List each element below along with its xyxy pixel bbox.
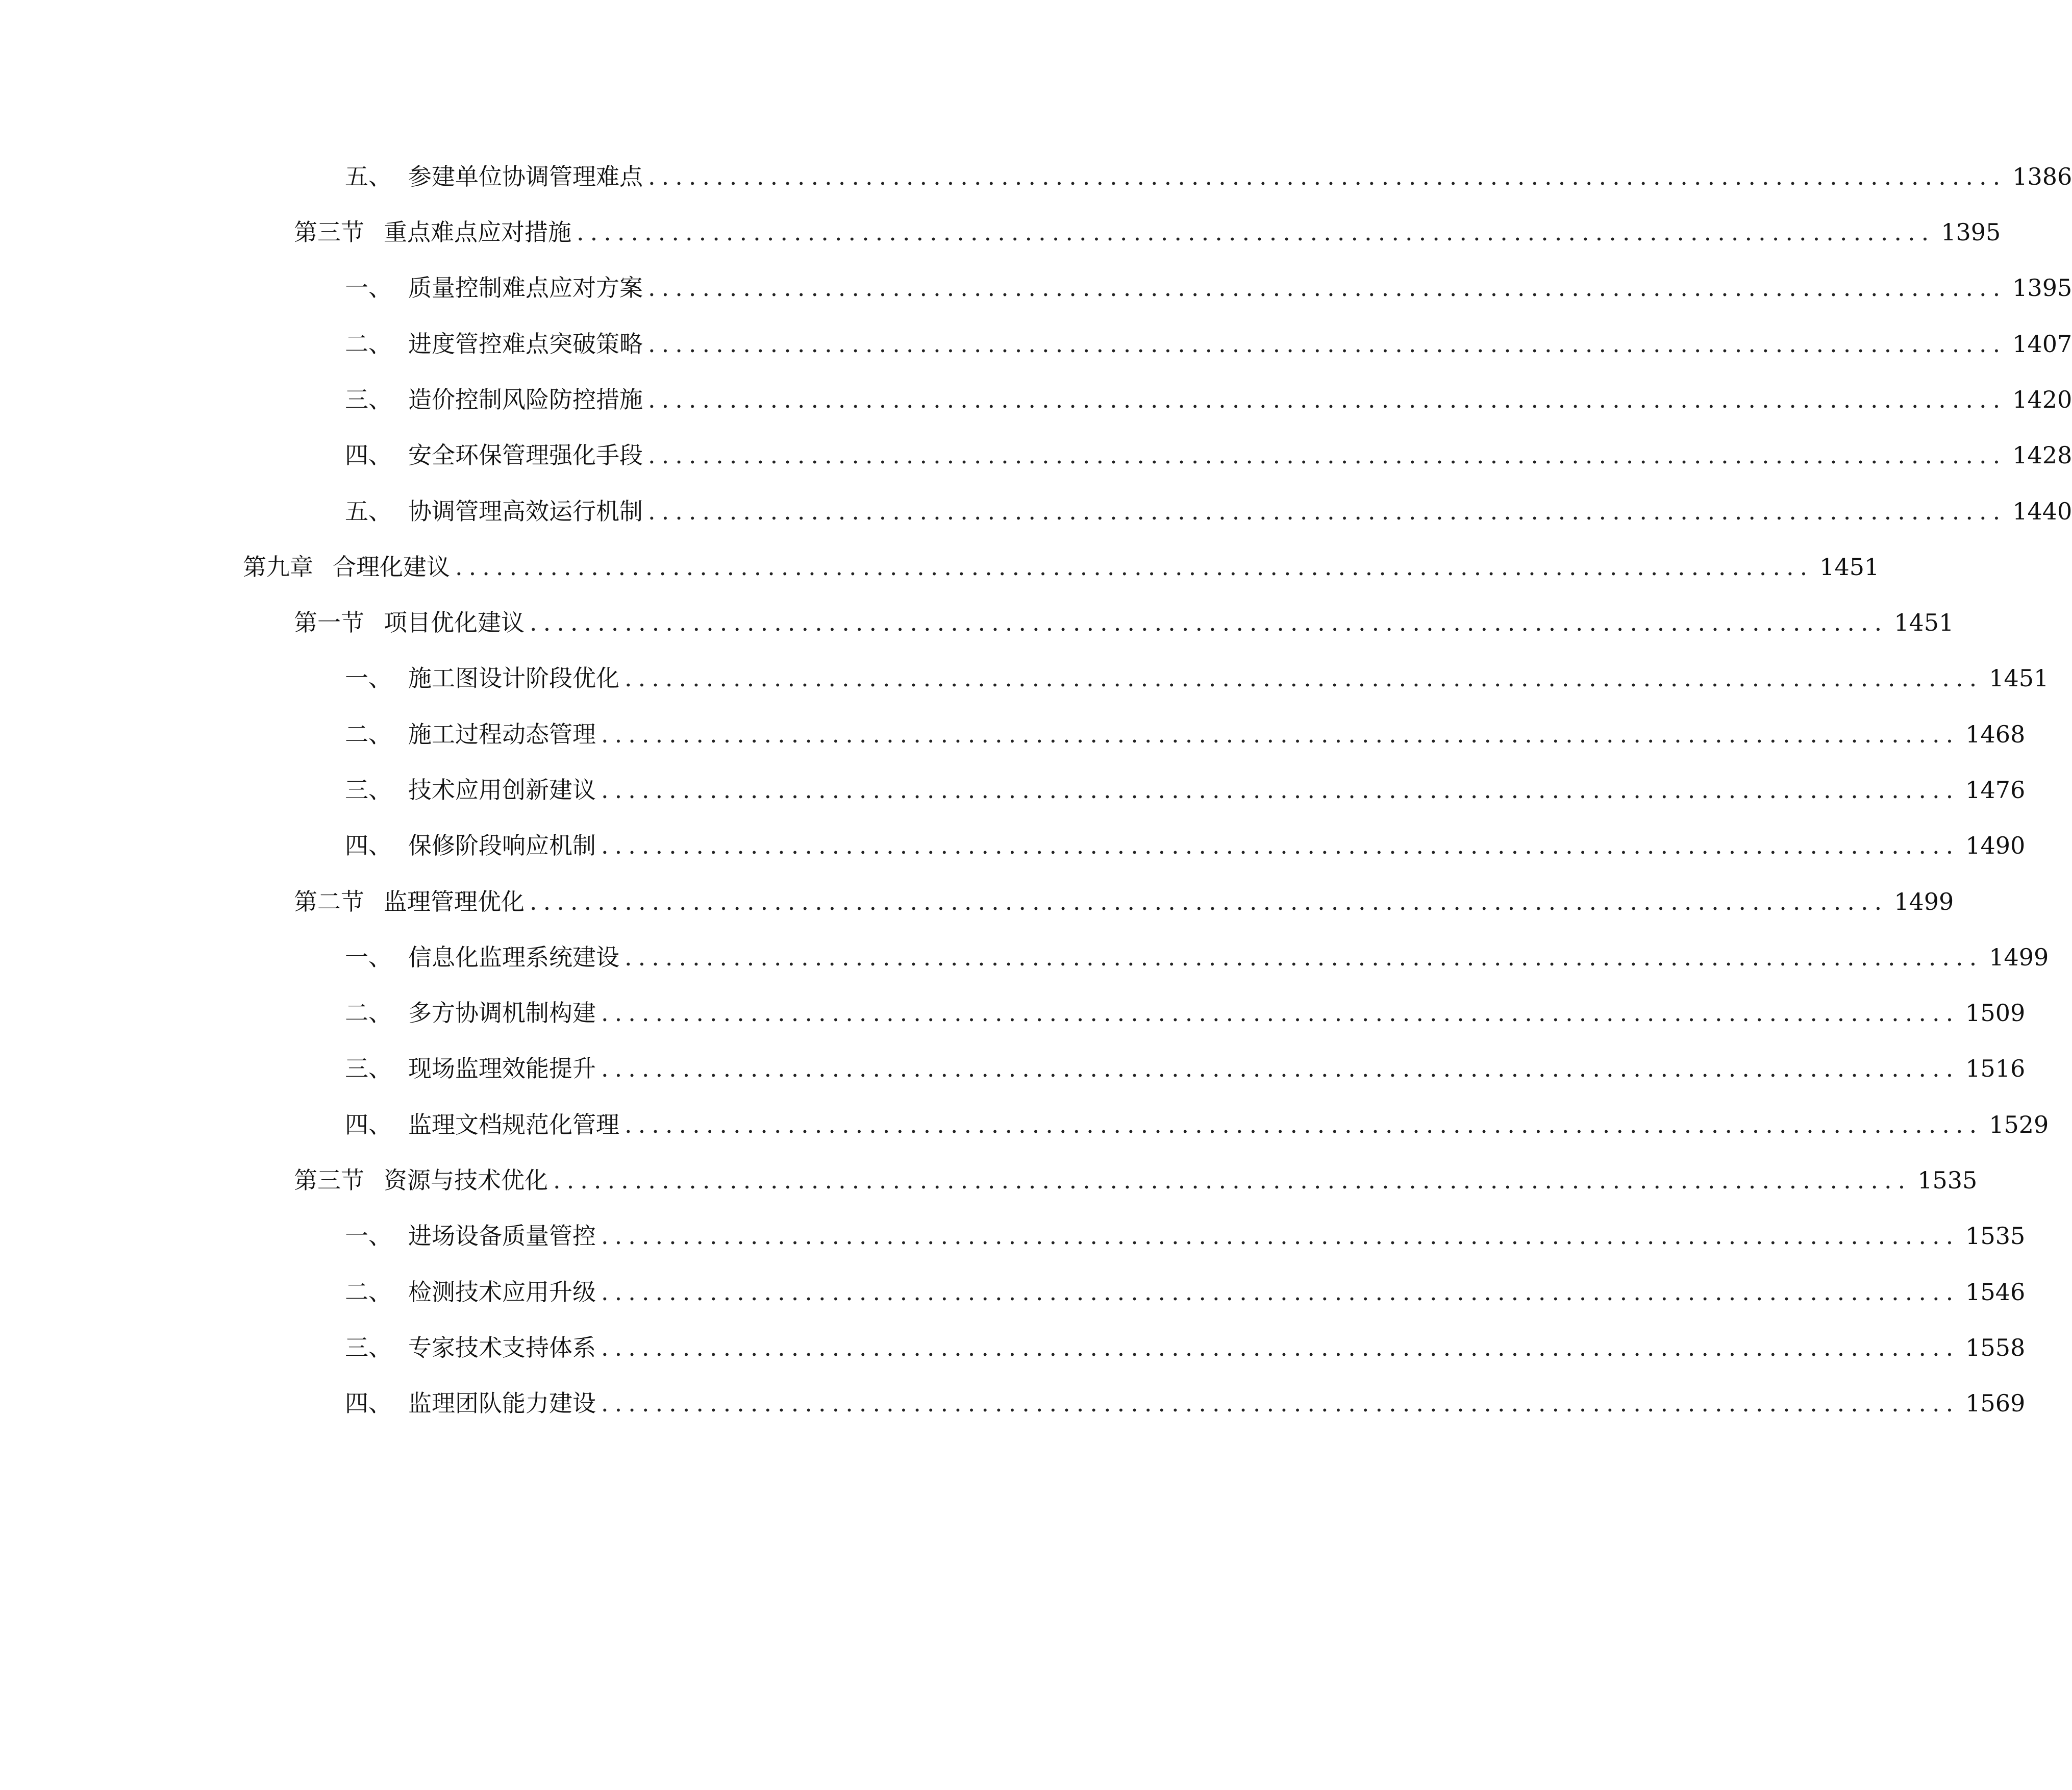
- toc-entry-section[interactable]: [294, 876, 1954, 917]
- entry-number: 一、: [345, 943, 392, 971]
- entry-number: 第九章: [243, 553, 313, 581]
- entry-page-number: 1395: [2012, 274, 2072, 302]
- dot-leader: ....................................................................................................: [601, 1334, 1960, 1361]
- entry-title: 监理团队能力建设: [408, 1389, 596, 1417]
- entry-title: 监理管理优化: [384, 888, 525, 915]
- toc-entry-item[interactable]: [345, 1210, 2026, 1251]
- entry-number: 三、: [345, 1055, 392, 1082]
- toc-entry-item[interactable]: [345, 932, 2049, 973]
- dot-leader: ....................................................................................................: [601, 832, 1960, 859]
- entry-title: 质量控制难点应对方案: [408, 274, 643, 302]
- entry-number: 第三节: [294, 218, 364, 246]
- entry-page-number: 1451: [1989, 664, 2049, 692]
- toc-entry-item[interactable]: [345, 1266, 2026, 1307]
- dot-leader: ....................................................................................................: [530, 609, 1888, 636]
- toc-entry-item[interactable]: [345, 987, 2026, 1028]
- toc-entry-item[interactable]: [345, 430, 2072, 470]
- entry-number: 四、: [345, 441, 392, 469]
- entry-page-number: 1440: [2012, 498, 2072, 525]
- dot-leader: ....................................................................................................: [455, 553, 1814, 581]
- dot-leader: ....................................................................................................: [601, 776, 1960, 804]
- entry-page-number: 1407: [2012, 330, 2072, 358]
- dot-leader: ....................................................................................................: [648, 386, 2007, 413]
- entry-title: 资源与技术优化: [384, 1166, 548, 1194]
- entry-number: 二、: [345, 1278, 392, 1306]
- dot-leader: ....................................................................................................: [601, 1055, 1960, 1082]
- toc-entry-item[interactable]: [345, 764, 2026, 805]
- entry-title: 现场监理效能提升: [408, 1055, 596, 1082]
- entry-page-number: 1395: [1941, 218, 2001, 246]
- entry-title: 施工图设计阶段优化: [408, 664, 619, 692]
- dot-leader: ....................................................................................................: [648, 498, 2007, 525]
- toc-entry-item[interactable]: [345, 653, 2049, 693]
- entry-number: 一、: [345, 274, 392, 302]
- entry-page-number: 1451: [1819, 553, 1880, 581]
- entry-title: 信息化监理系统建设: [408, 943, 619, 971]
- toc-entry-item[interactable]: [345, 1378, 2026, 1419]
- toc-entry-item[interactable]: [345, 318, 2072, 359]
- entry-page-number: 1490: [1965, 832, 2026, 859]
- toc-entry-item[interactable]: [345, 374, 2072, 415]
- entry-page-number: 1499: [1989, 943, 2049, 971]
- entry-title: 项目优化建议: [384, 609, 525, 636]
- entry-page-number: 1509: [1965, 999, 2026, 1027]
- dot-leader: ....................................................................................................: [625, 1111, 1983, 1138]
- dot-leader: ....................................................................................................: [648, 274, 2007, 302]
- dot-leader: ....................................................................................................: [601, 1389, 1960, 1417]
- entry-title: 重点难点应对措施: [384, 218, 571, 246]
- entry-number: 三、: [345, 1334, 392, 1361]
- entry-title: 监理文档规范化管理: [408, 1111, 619, 1138]
- entry-title: 施工过程动态管理: [408, 720, 596, 748]
- entry-page-number: 1420: [2012, 386, 2072, 413]
- entry-number: 一、: [345, 664, 392, 692]
- entry-title: 检测技术应用升级: [408, 1278, 596, 1306]
- entry-title: 技术应用创新建议: [408, 776, 596, 804]
- entry-number: 五、: [345, 163, 392, 190]
- entry-number: 一、: [345, 1222, 392, 1250]
- dot-leader: ....................................................................................................: [648, 441, 2007, 469]
- entry-number: 三、: [345, 386, 392, 413]
- toc-entry-chapter[interactable]: [243, 541, 1880, 582]
- toc-entry-item[interactable]: [345, 151, 2072, 192]
- toc-entry-section[interactable]: [294, 207, 2001, 247]
- entry-number: 四、: [345, 1389, 392, 1417]
- dot-leader: ....................................................................................................: [601, 720, 1960, 748]
- entry-title: 多方协调机制构建: [408, 999, 596, 1027]
- dot-leader: ....................................................................................................: [625, 943, 1983, 971]
- dot-leader: ....................................................................................................: [530, 888, 1888, 915]
- entry-title: 专家技术支持体系: [408, 1334, 596, 1361]
- entry-number: 二、: [345, 330, 392, 358]
- toc-entry-item[interactable]: [345, 1099, 2049, 1140]
- toc-entry-section[interactable]: [294, 597, 1954, 638]
- toc-entry-item[interactable]: [345, 709, 2026, 750]
- entry-number: 第二节: [294, 888, 364, 915]
- entry-title: 保修阶段响应机制: [408, 832, 596, 859]
- entry-number: 四、: [345, 1111, 392, 1138]
- entry-page-number: 1428: [2012, 441, 2072, 469]
- toc-entry-item[interactable]: [345, 1043, 2026, 1084]
- entry-number: 二、: [345, 720, 392, 748]
- entry-title: 参建单位协调管理难点: [408, 163, 643, 190]
- entry-page-number: 1558: [1965, 1334, 2026, 1361]
- dot-leader: ....................................................................................................: [648, 330, 2007, 358]
- entry-page-number: 1529: [1989, 1111, 2049, 1138]
- entry-page-number: 1499: [1894, 888, 1954, 915]
- entry-page-number: 1451: [1894, 609, 1954, 636]
- entry-title: 进度管控难点突破策略: [408, 330, 643, 358]
- dot-leader: ....................................................................................................: [601, 1278, 1960, 1306]
- entry-page-number: 1535: [1965, 1222, 2026, 1250]
- dot-leader: ....................................................................................................: [601, 999, 1960, 1027]
- toc-entry-item[interactable]: [345, 1322, 2026, 1363]
- entry-title: 安全环保管理强化手段: [408, 441, 643, 469]
- toc-entry-section[interactable]: [294, 1155, 1978, 1196]
- dot-leader: ....................................................................................................: [601, 1222, 1960, 1250]
- toc-entry-item[interactable]: [345, 820, 2026, 861]
- entry-title: 进场设备质量管控: [408, 1222, 596, 1250]
- entry-number: 二、: [345, 999, 392, 1027]
- entry-page-number: 1386: [2012, 163, 2072, 190]
- entry-number: 三、: [345, 776, 392, 804]
- entry-number: 四、: [345, 832, 392, 859]
- entry-page-number: 1546: [1965, 1278, 2026, 1306]
- toc-entry-item[interactable]: [345, 486, 2072, 527]
- dot-leader: ....................................................................................................: [625, 664, 1983, 692]
- entry-page-number: 1569: [1965, 1389, 2026, 1417]
- entry-title: 造价控制风险防控措施: [408, 386, 643, 413]
- entry-number: 第一节: [294, 609, 364, 636]
- entry-page-number: 1468: [1965, 720, 2026, 748]
- entry-number: 五、: [345, 498, 392, 525]
- dot-leader: ....................................................................................................: [577, 218, 1935, 246]
- entry-page-number: 1476: [1965, 776, 2026, 804]
- dot-leader: ....................................................................................................: [648, 163, 2007, 190]
- entry-number: 第三节: [294, 1166, 364, 1194]
- entry-page-number: 1516: [1965, 1055, 2026, 1082]
- entry-title: 协调管理高效运行机制: [408, 498, 643, 525]
- toc-entry-item[interactable]: [345, 262, 2072, 303]
- dot-leader: ....................................................................................................: [553, 1166, 1912, 1194]
- entry-title: 合理化建议: [333, 553, 450, 581]
- entry-page-number: 1535: [1917, 1166, 1978, 1194]
